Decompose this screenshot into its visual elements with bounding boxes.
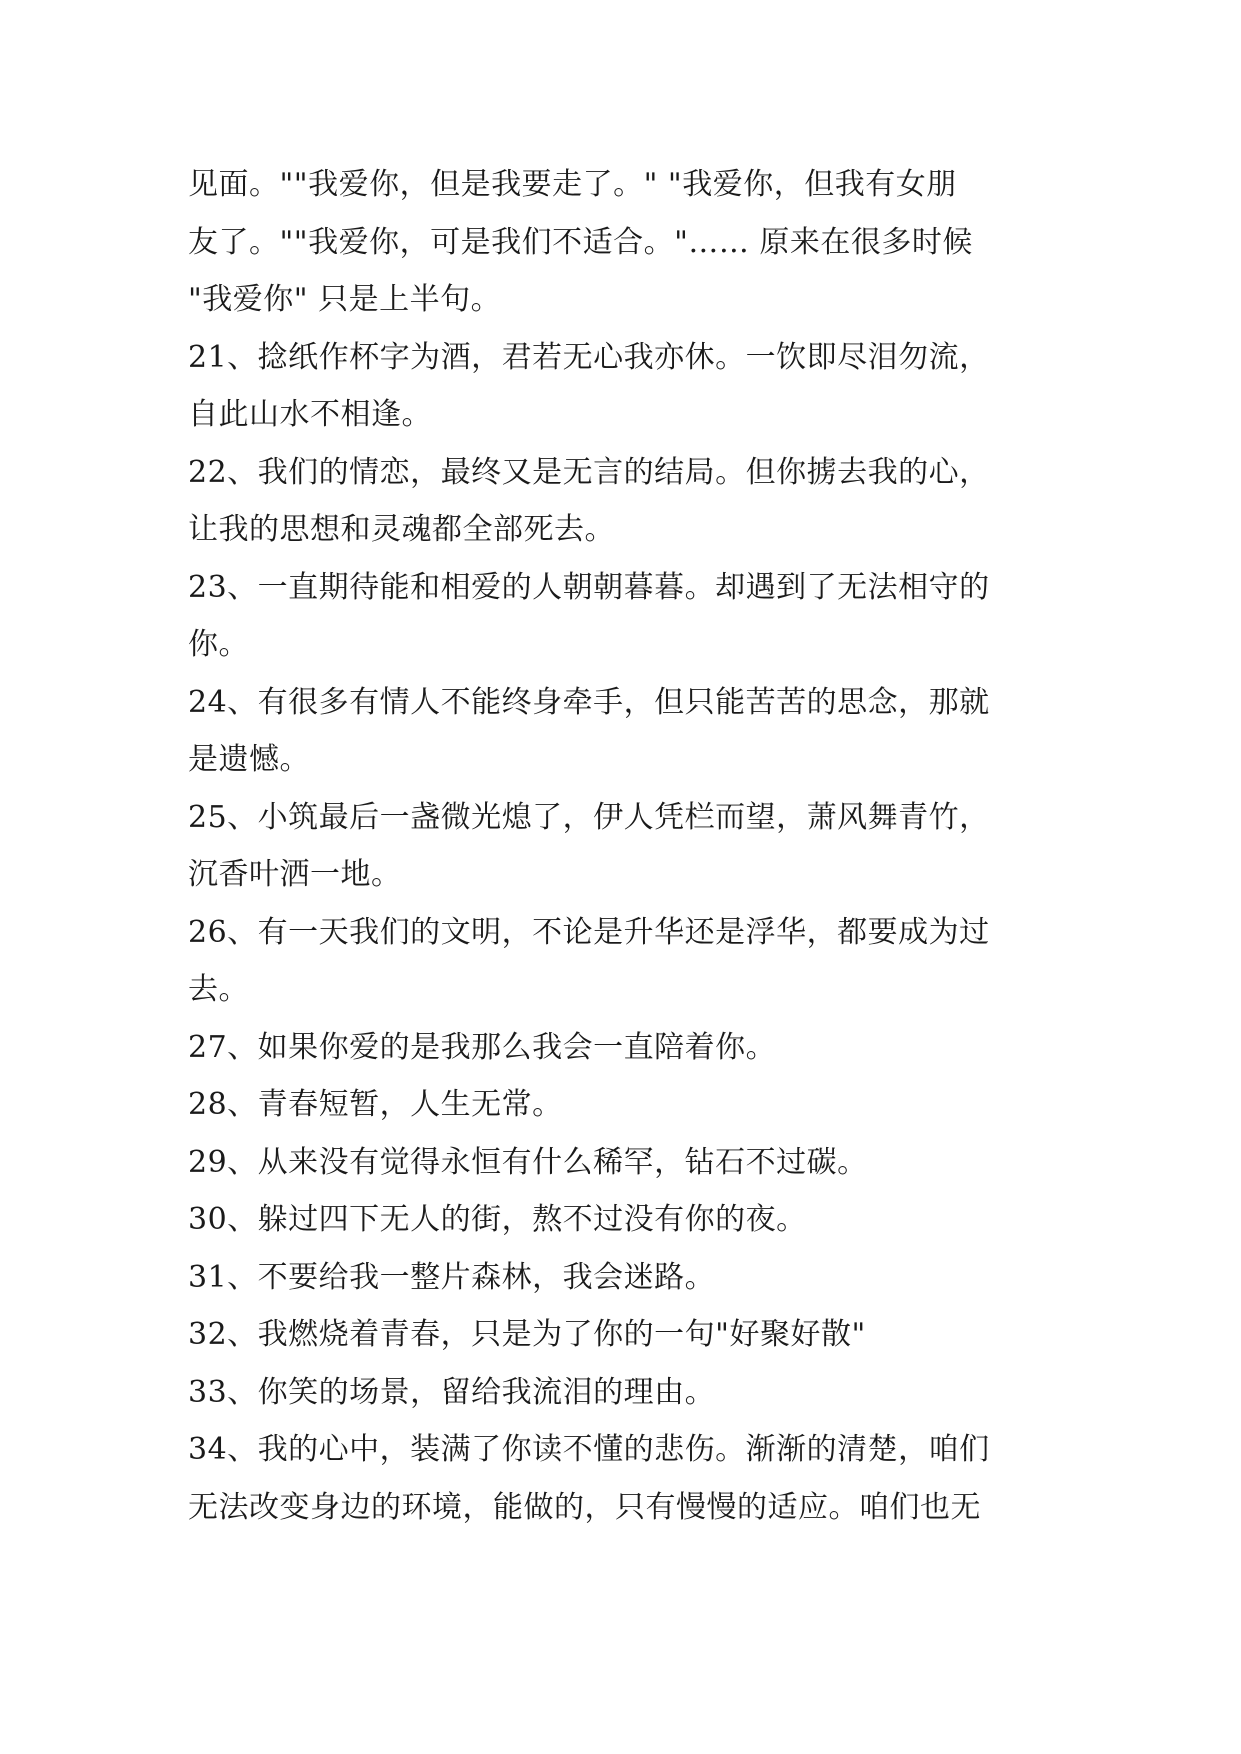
text-line: 23、一直期待能和相爱的人朝朝暮暮。却遇到了无法相守的 [188,569,990,605]
text-line: 24、有很多有情人不能终身牵手，但只能苦苦的思念，那就 [188,684,990,720]
text-line: 27、如果你爱的是我那么我会一直陪着你。 [188,1029,777,1065]
body-text [188,156,1068,1536]
text-line: 28、青春短暂，人生无常。 [188,1087,563,1122]
text-line: 无法改变身边的环境，能做的，只有慢慢的适应。咱们也无 [188,1489,981,1525]
text-line: 21、捻纸作杯字为酒，君若无心我亦休。一饮即尽泪勿流， [188,339,990,375]
text-line: 让我的思想和灵魂都全部死去。 [188,512,615,547]
text-line: 去。 [188,972,249,1007]
text-line: 见面。""我爱你，但是我要走了。" "我爱你，但我有女朋 [188,167,957,202]
text-line: 沉香叶洒一地。 [188,857,402,892]
text-line: 是遗憾。 [188,742,310,777]
text-line: 22、我们的情恋，最终又是无言的结局。但你掳去我的心， [188,454,990,490]
text-line: 自此山水不相逢。 [188,397,432,432]
text-line: 26、有一天我们的文明，不论是升华还是浮华，都要成为过 [188,914,990,950]
text-line: 33、你笑的场景，留给我流泪的理由。 [188,1374,716,1410]
text-line: "我爱你" 只是上半句。 [188,282,502,317]
text-line: 32、我燃烧着青春，只是为了你的一句"好聚好散" [188,1317,866,1352]
text-line: 25、小筑最后一盏微光熄了，伊人凭栏而望，萧风舞青竹， [188,799,990,835]
text-line: 31、不要给我一整片森林，我会迷路。 [188,1259,716,1295]
text-line: 30、躲过四下无人的街，熬不过没有你的夜。 [188,1202,807,1237]
text-line: 你。 [188,627,249,662]
text-line: 友了。""我爱你，可是我们不适合。"…… 原来在很多时候 [188,224,973,260]
text-line: 29、从来没有觉得永恒有什么稀罕，钻石不过碳。 [188,1144,868,1180]
text-line: 34、我的心中，装满了你读不懂的悲伤。渐渐的清楚，咱们 [188,1432,990,1467]
